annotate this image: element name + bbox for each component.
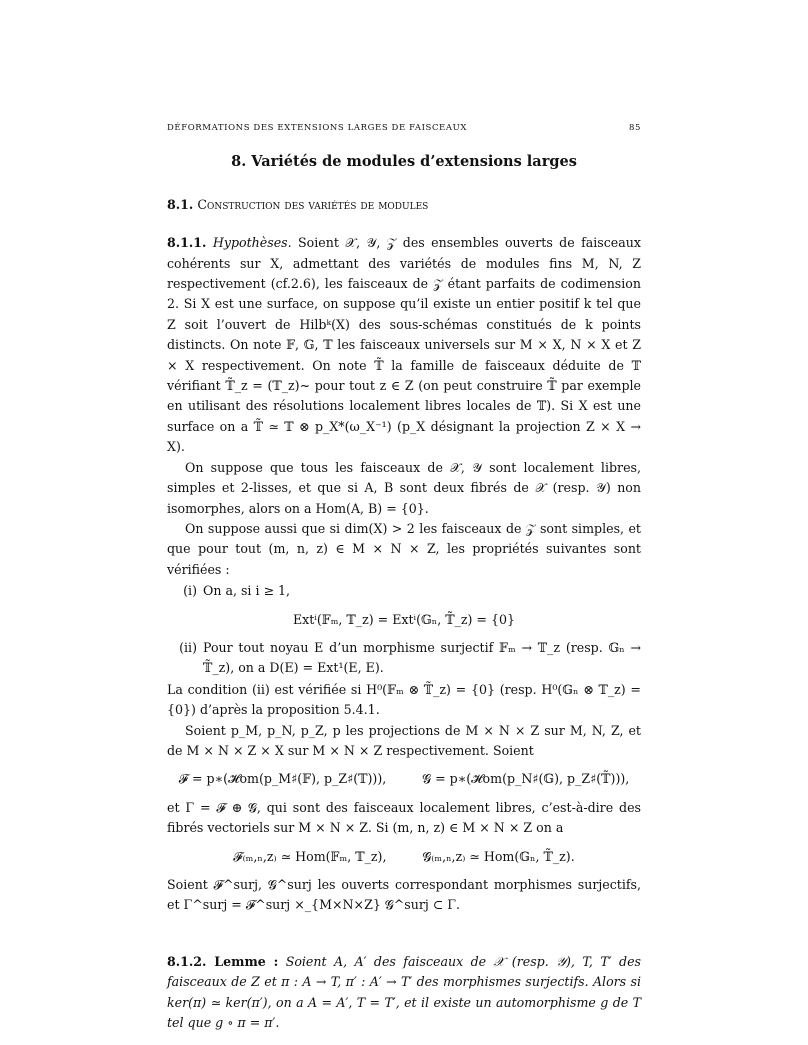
equation-F-G [167,769,641,789]
lemma-heading: 8.1.2. Lemme : [167,953,279,969]
paragraph-2: On suppose que tous les faisceaux de 𝒳, 𝒴 sont localement libres, simples et 2-lisses, et que si A, B sont deux fibrés de 𝒳 (resp. 𝒴) non isomorphes, alors on a Hom(A, B) = {0}. [167,459,641,516]
equation-fibers [167,847,641,867]
paragraph-5: Soient p_M, p_N, p_Z, p les projections de M × N × Z sur M, N, Z, et de M × N × Z × X sur M × N × Z respectivement. Soient [167,722,641,758]
equation-ext: Extⁱ(𝔽ₘ, 𝕋_z) = Extⁱ(𝔾ₙ, 𝕋̃_z) = {0} [292,611,516,627]
paragraph-3: On suppose aussi que si dim(X) > 2 les faisceaux de 𝒵 sont simples, et que pour tout (m, n, z) ∈ M × N × Z, les propriétés suivantes sont vérifiées : [167,520,641,577]
equation-G: 𝓖 = p∗(𝓗om(p_N♯(𝔾), p_Z♯(𝕋̃))), [422,771,630,787]
lemma-text: Soient A, A′ des faisceaux de 𝒳 (resp. 𝒴), T, T′ des faisceaux de Z et π : A → T, π′ : A′ → T′ des morphismes surjectifs. Alors si ker(π) ≃ ker(π′), on a A = A′, T = T′, et il existe un automorphisme g de T tel que g ∘ π = π′. [167,953,642,1031]
equation-F: 𝓕 = p∗(𝓗om(p_M♯(𝔽), p_Z♯(𝕋))), [178,771,387,787]
para-heading: Hypothèses. [212,235,292,251]
list-item [167,638,641,679]
subsection-heading [167,195,641,215]
paragraph-hypotheses [167,233,641,457]
item-label: (i) [183,583,197,599]
subsection-title: Construction des variétés de modules [197,196,429,212]
equation-F-fiber: 𝓕₍ₘ,ₙ,z₎ ≃ Hom(𝔽ₘ, 𝕋_z), [233,848,387,864]
equation-G-fiber: 𝓖₍ₘ,ₙ,z₎ ≃ Hom(𝔾ₙ, 𝕋̃_z). [422,848,575,864]
para-text: Soient 𝒳, 𝒴, 𝒵 des ensembles ouverts de faisceaux cohérents sur X, admettant des variétés de modules fins M, N, Z respectivement (cf.2.6), les faisceaux de 𝒵 étant parfaits de codimension 2. Si X est une surface, on suppose qu’il existe un entier positif k tel que Z soit l’ouvert de Hilbᵏ(X) des sous-schémas constitués de k points distincts. On note 𝔽, 𝔾, 𝕋 les faisceaux universels sur M × X, N × X et Z × X respectivement. On note 𝕋̃ la famille de faisceaux déduite de 𝕋 vérifiant 𝕋̃_z = (𝕋_z)~ pour tout z ∈ Z (on peut construire 𝕋̃ par exemple en utilisant des résolutions localement libres locales de 𝕋). Si X est une surface on a 𝕋̃ ≃ 𝕋 ⊗ p_X*(ω_X⁻¹) (p_X désignant la projection Z × X → X). [167,235,641,455]
subsection-number: 8.1. [167,196,194,212]
paragraph-7: Soient 𝓕^surj, 𝓖^surj les ouverts correspondant morphismes surjectifs, et Γ^surj = 𝓕^surj ×_{M×N×Z} 𝓖^surj ⊂ Γ. [167,877,641,913]
item-text: Pour tout noyau E d’un morphisme surjectif 𝔽ₘ → 𝕋_z (resp. 𝔾ₙ → 𝕋̃_z), on a D(E) = Ext¹(E, E). [203,639,641,676]
list-item [167,581,641,601]
para-number: 8.1.1. [167,235,207,251]
section-title: 8. Variétés de modules d’extensions larges [231,153,577,171]
paragraph-4: La condition (ii) est vérifiée si H⁰(𝔽ₘ ⊗ 𝕋̃_z) = {0} (resp. H⁰(𝔾ₙ ⊗ 𝕋_z) = {0}) d’après la proposition 5.4.1. [167,681,641,718]
item-label: (ii) [179,639,197,655]
page-number: 85 [628,123,641,133]
lemma [167,952,641,1034]
item-text: On a, si i ≥ 1, [203,583,291,599]
page [167,118,641,1033]
paragraph-6: et Γ = 𝓕 ⊕ 𝓖, qui sont des faisceaux localement libres, c’est-à-dire des fibrés vectoriels sur M × N × Z. Si (m, n, z) ∈ M × N × Z on a [167,799,641,836]
running-title: DÉFORMATIONS DES EXTENSIONS LARGES DE FAISCEAUX [167,123,468,133]
running-header [167,118,641,138]
